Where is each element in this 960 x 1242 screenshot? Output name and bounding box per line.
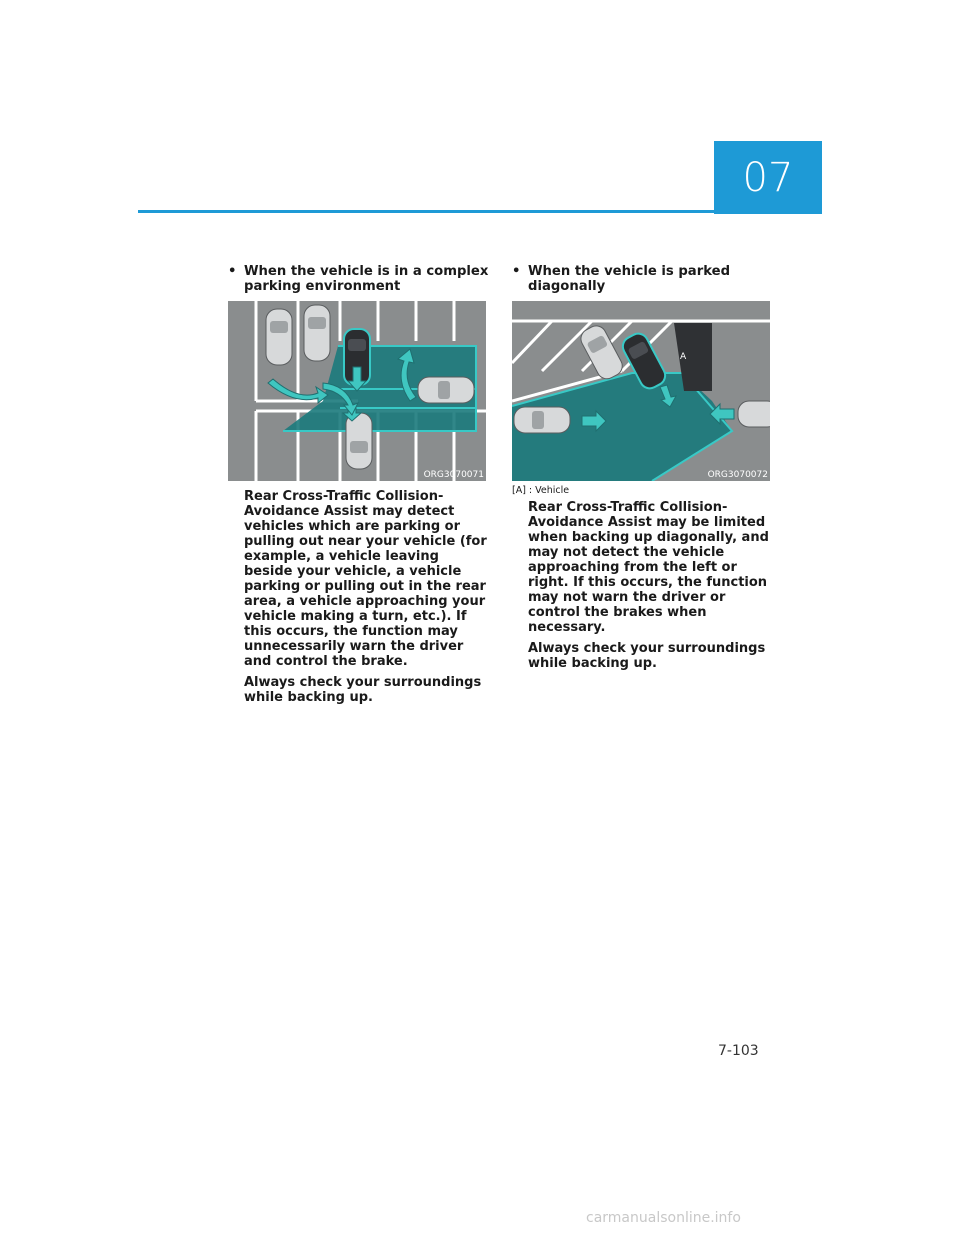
right-column [512, 264, 774, 671]
left-bullet-text: When the vehicle is in a complex parking environment [244, 264, 489, 294]
diagonal-parking-illustration [512, 301, 770, 481]
left-paragraph-1: Rear Cross-Traffic Collision-Avoidance Assist may detect vehicles which are parking or pulling out near your vehicle (for example, a vehicle leaving beside your vehicle, a vehicle parking or pulling out in the rear area, a vehicle approaching your vehicle making a turn, etc.). If this occurs, the function may unnecessarily warn the driver and control the brake. [244, 489, 487, 669]
watermark: carmanualsonline.info [586, 1210, 741, 1226]
figure-caption: [A] : Vehicle [512, 485, 570, 496]
chapter-tab [714, 141, 822, 214]
bullet-dot: • [512, 264, 521, 279]
complex-parking-figure [228, 301, 486, 481]
bullet-dot: • [228, 264, 237, 279]
right-paragraph-1: Rear Cross-Traffic Collision-Avoidance Assist may be limited when backing up diagonally, and may not detect the vehicle approaching from the left or right. If this occurs, the function may not warn the driver or control the brakes when necessary. [528, 500, 769, 635]
left-column [228, 264, 490, 705]
chapter-number: 07 [742, 154, 794, 201]
left-bullet [228, 264, 490, 294]
page-number: 7-103 [718, 1043, 759, 1059]
header-rule [138, 210, 714, 213]
right-bullet-text: When the vehicle is parked diagonally [528, 264, 731, 294]
figure-code: ORG3070071 [423, 470, 484, 480]
complex-parking-illustration [228, 301, 486, 481]
left-paragraph-2: Always check your surroundings while backing up. [244, 675, 482, 705]
right-bullet [512, 264, 774, 294]
figure-label-a: A [680, 352, 687, 362]
diagonal-parking-figure [512, 301, 770, 481]
figure-code: ORG3070072 [707, 470, 768, 480]
right-paragraph-2: Always check your surroundings while backing up. [528, 641, 766, 671]
